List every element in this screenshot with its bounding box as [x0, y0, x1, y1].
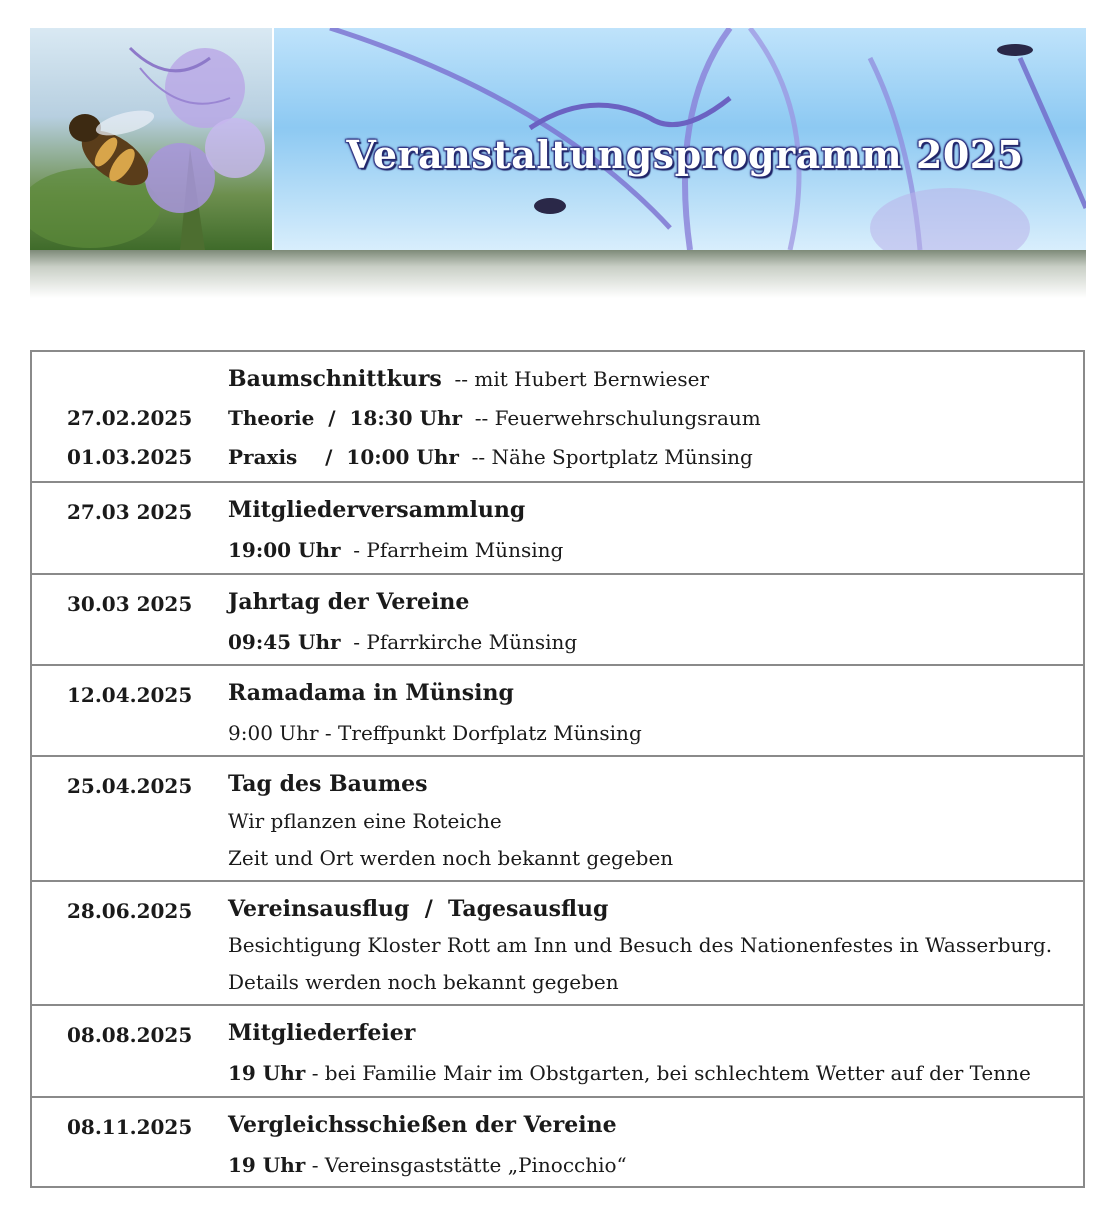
event-detail: Details werden noch bekannt gegeben — [228, 970, 619, 994]
event-time: 19 Uhr — [228, 1153, 306, 1177]
event-location: - Vereinsgaststätte „Pinocchio“ — [311, 1153, 627, 1177]
table-row — [32, 1004, 1083, 1096]
table-row — [32, 481, 1083, 573]
table-row — [32, 664, 1083, 755]
event-location: - Pfarrkirche Münsing — [353, 630, 578, 654]
event-time: 19 Uhr — [228, 1061, 306, 1085]
event-date: 27.02.2025 — [67, 406, 193, 430]
event-title: Ramadama in Münsing — [228, 680, 514, 706]
event-title: Jahrtag der Vereine — [228, 589, 470, 615]
page-title: Veranstaltungsprogramm 2025 — [346, 132, 1024, 177]
event-detail-line — [228, 1153, 627, 1177]
event-title-suffix: -- mit Hubert Bernwieser — [454, 367, 710, 391]
session-detail: -- Feuerwehrschulungsraum — [474, 406, 761, 430]
events-table — [30, 350, 1085, 1188]
event-title: Vereinsausflug / Tagesausflug — [228, 896, 609, 922]
session-detail: -- Nähe Sportplatz Münsing — [471, 445, 753, 469]
event-date: 25.04.2025 — [67, 774, 193, 798]
event-date: 08.11.2025 — [67, 1115, 193, 1139]
event-time: 09:45 Uhr — [228, 630, 341, 654]
event-detail: Zeit und Ort werden noch bekannt gegeben — [228, 846, 674, 870]
table-row — [32, 1096, 1083, 1186]
event-detail: Besichtigung Kloster Rott am Inn und Besuch des Nationenfestes in Wasserburg. — [228, 933, 1053, 957]
session-label: Praxis / 10:00 Uhr — [228, 445, 459, 469]
session-line — [228, 445, 753, 469]
event-title-line — [228, 367, 709, 391]
event-location: - Pfarrheim Münsing — [353, 538, 564, 562]
event-detail-line — [228, 630, 577, 654]
table-row — [32, 755, 1083, 880]
event-location: - bei Familie Mair im Obstgarten, bei schlechtem Wetter auf der Tenne — [311, 1061, 1031, 1085]
event-date: 01.03.2025 — [67, 445, 193, 469]
event-title: Baumschnittkurs — [228, 366, 442, 392]
event-date: 27.03 2025 — [67, 500, 193, 524]
event-detail: Wir pflanzen eine Roteiche — [228, 809, 502, 833]
event-date: 08.08.2025 — [67, 1023, 193, 1047]
event-detail-line — [228, 1061, 1031, 1085]
event-detail-line — [228, 538, 563, 562]
event-detail: 9:00 Uhr - Treffpunkt Dorfplatz Münsing — [228, 721, 642, 745]
event-time: 19:00 Uhr — [228, 538, 341, 562]
event-title: Tag des Baumes — [228, 771, 428, 797]
table-row — [32, 880, 1083, 1004]
event-date: 28.06.2025 — [67, 899, 193, 923]
header-banner — [30, 28, 1086, 250]
event-date: 30.03 2025 — [67, 592, 193, 616]
session-label: Theorie / 18:30 Uhr — [228, 406, 463, 430]
table-row — [32, 352, 1083, 481]
event-title: Vergleichsschießen der Vereine — [228, 1112, 617, 1138]
event-title: Mitgliederversammlung — [228, 497, 526, 523]
table-row — [32, 573, 1083, 664]
event-title: Mitgliederfeier — [228, 1020, 416, 1046]
session-line — [228, 406, 761, 430]
banner-shadow — [30, 250, 1086, 298]
event-date: 12.04.2025 — [67, 683, 193, 707]
